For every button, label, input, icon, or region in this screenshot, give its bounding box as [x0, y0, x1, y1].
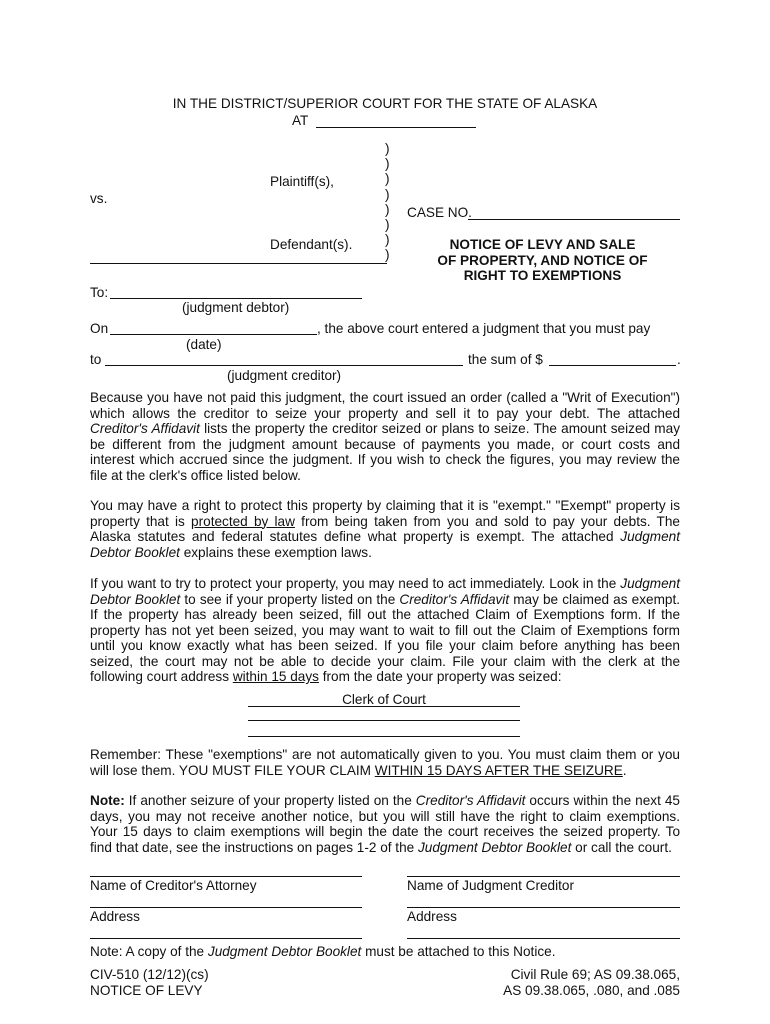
to2-label: to: [90, 352, 102, 367]
date-blank: [110, 334, 317, 335]
creditor-address-line-2: [407, 938, 680, 939]
para3-creditor-affidavit: Creditor's Affidavit: [399, 591, 510, 607]
attorney-address-line: [90, 907, 362, 908]
court-heading: [0, 96, 770, 112]
paragraph-protect: [90, 576, 680, 685]
at-blank: [316, 127, 476, 128]
para1-c: lists the property the creditor seized or plans to seize. The amount seized may be different from the judgment amount because of payments you made, or court costs and interest which accrued since the judgment. If you wish to check the figures, you may review the file at the clerk's office listed below.: [90, 421, 680, 483]
para3-a: If you want to try to protect your property, you may need to act immediately. Look in the: [90, 576, 621, 591]
form-name: NOTICE OF LEVY: [90, 983, 203, 998]
para4-a: Remember: These "exemptions" are not automatically given to you. You must claim them or you will lose them. YOU MUST FILE YOUR CLAIM: [90, 747, 680, 778]
date-caption: (date): [186, 337, 222, 352]
clerk-line-1: [248, 706, 520, 707]
para3-c: to see if your property listed on the: [180, 591, 400, 607]
defendant-blank: [90, 263, 387, 264]
attorney-address-label: Address: [90, 909, 140, 924]
debtor-caption: (judgment debtor): [182, 300, 290, 315]
booklet-note-a: Note: A copy of the: [90, 944, 208, 959]
sum-label: the sum of $: [468, 352, 543, 367]
paragraph-exempt: [90, 498, 680, 560]
para2-booklet: Judgment Debtor Booklet: [90, 529, 680, 560]
booklet-note-c: must be attached to this Notice.: [361, 944, 556, 959]
para3-e: may be claimed as exempt. If the property has already been seized, fill out the attached Claim of Exemptions form. If the property has not yet been seized, you may want to wait to fill out the Claim of Exemptions form until you know exactly what has been seized. If you file your claim before anything has been seized, the court may not be able to decide your claim. File your claim with the clerk at the following court address: [90, 591, 681, 684]
at-line: [292, 113, 308, 129]
case-no-blank: [468, 219, 680, 220]
paragraph-writ: [90, 390, 680, 483]
para1-a: Because you have not paid this judgment, the court issued an order (called a "Writ of Execution") which allows the creditor to seize your property and sell it to pay your debt. The attached: [90, 390, 680, 421]
plaintiff-label: Plaintiff(s),: [270, 174, 334, 189]
para4-within-15-days: WITHIN 15 DAYS AFTER THE SEIZURE: [374, 762, 623, 778]
para4-c: .: [622, 762, 627, 778]
creditor-blank: [105, 365, 463, 366]
rule-line-1: Civil Rule 69; AS 09.38.065,: [510, 967, 680, 982]
para2-e: explains these exemption laws.: [179, 544, 372, 560]
para3-booklet: Judgment Debtor Booklet: [90, 576, 680, 607]
clerk-line-2: [248, 720, 520, 721]
para5-note-label: Note:: [90, 793, 125, 808]
case-no-label: CASE NO.: [407, 205, 472, 220]
creditor-caption: (judgment creditor): [227, 368, 342, 383]
at-label: AT: [292, 113, 309, 128]
para3-within-15-days: within 15 days: [232, 669, 319, 684]
attorney-address-line-2: [90, 938, 362, 939]
rule-line-2: AS 09.38.065, .080, and .085: [503, 983, 680, 998]
on-label: On: [90, 321, 109, 336]
creditor-name-label: Name of Judgment Creditor: [407, 878, 574, 893]
caption-parentheses: ) ) ) ) ) ) ) ): [385, 141, 390, 263]
para5-a: If another seizure of your property listed on the: [124, 793, 416, 808]
para2-protected-by-law: protected by law: [191, 513, 295, 529]
booklet-note-title: Judgment Debtor Booklet: [207, 944, 362, 959]
booklet-note: [90, 944, 556, 960]
attorney-name-line: [90, 876, 362, 877]
debtor-blank: [110, 298, 362, 299]
on-text: , the above court entered a judgment that you must pay: [317, 321, 651, 336]
para3-g: from the date your property was seized:: [318, 669, 562, 684]
clerk-line-3: [248, 736, 520, 737]
defendant-label: Defendant(s).: [270, 237, 353, 252]
creditor-address-line: [407, 907, 680, 908]
creditor-address-label: Address: [407, 909, 457, 924]
paragraph-remember: [90, 747, 680, 778]
creditor-name-line: [407, 876, 680, 877]
para2-a: You may have a right to protect this property by claiming that it is "exempt." "Exempt" property is property that is: [90, 498, 680, 529]
form-code: CIV-510 (12/12)(cs): [90, 967, 209, 982]
clerk-of-court: Clerk of Court: [342, 692, 426, 707]
para5-c: occurs within the next 45 days, you may not receive another notice, but you will still have the right to claim exemptions. Your 15 days to claim exemptions will begin the date the court receives the seized property. To find that date, see the instructions on pages 1-2 of the: [90, 793, 680, 855]
vs-label: vs.: [90, 191, 108, 206]
paragraph-note: [90, 793, 680, 855]
sum-blank: [549, 365, 676, 366]
sum-period: .: [677, 352, 681, 367]
para5-e: or call the court.: [571, 839, 672, 855]
document-title: NOTICE OF LEVY AND SALE OF PROPERTY, AND NOTICE OF RIGHT TO EXEMPTIONS: [437, 237, 648, 283]
para5-creditor-affidavit: Creditor's Affidavit: [415, 793, 526, 808]
to-label: To:: [90, 285, 109, 300]
para1-creditor-affidavit: Creditor's Affidavit: [90, 421, 200, 436]
attorney-name-label: Name of Creditor's Attorney: [90, 878, 257, 893]
court-heading-text: IN THE DISTRICT/SUPERIOR COURT FOR THE STATE OF ALASKA: [172, 96, 598, 111]
para2-c: from being taken from you and sold to pay your debts. The Alaska statutes and federal statutes define what property is exempt. The attached: [90, 513, 680, 544]
para5-booklet: Judgment Debtor Booklet: [417, 839, 572, 855]
